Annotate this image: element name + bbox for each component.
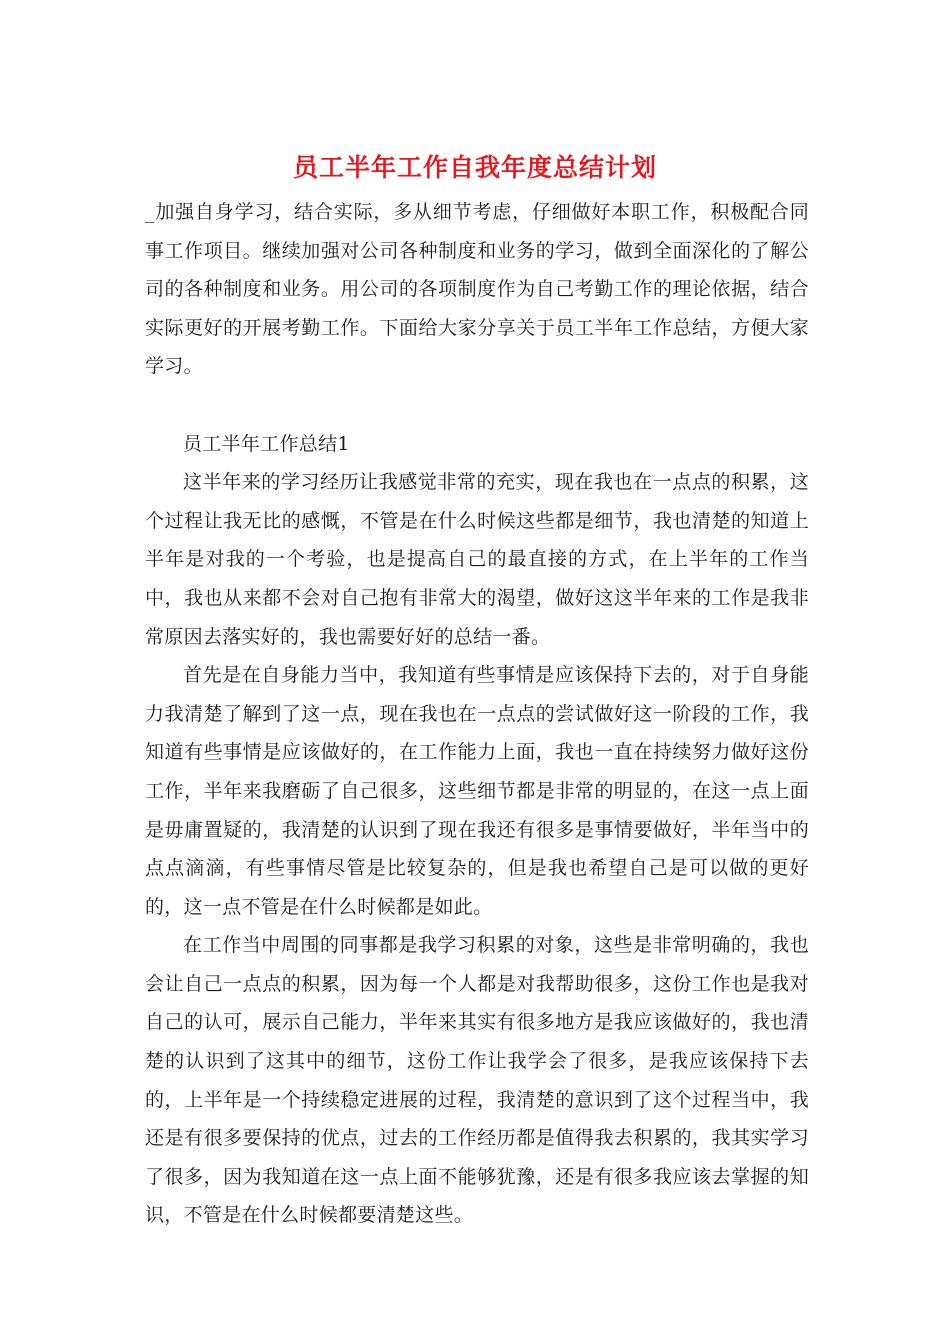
document-body bbox=[145, 193, 809, 1235]
intro-paragraph: _加强自身学习，结合实际，多从细节考虑，仔细做好本职工作，积极配合同事工作项目。继续加强对公司各种制度和业务的学习，做到全面深化的了解公司的各种制度和业务。用公司的各项制度作为自己考勤工作的理论依据，结合实际更好的开展考勤工作。下面给大家分享关于员工半年工作总结，方便大家学习。 bbox=[145, 201, 809, 378]
body-paragraph-1: 这半年来的学习经历让我感觉非常的充实，现在我也在一点点的积累，这个过程让我无比的感慨，不管是在什么时候这些都是细节，我也清楚的知道上半年是对我的一个考验，也是提高自己的最直接的方式，在上半年的工作当中，我也从来都不会对自己抱有非常大的渴望，做好这这半年来的工作是我非常原因去落实好的，我也需要好好的总结一番。 bbox=[145, 471, 809, 648]
section-heading: 员工半年工作总结1 bbox=[183, 432, 350, 455]
body-paragraph-3: 在工作当中周围的同事都是我学习积累的对象，这些是非常明确的，我也会让自己一点点的积累，因为每一个人都是对我帮助很多，这份工作也是我对自己的认可，展示自己能力，半年来其实有很多地方是我应该做好的，我也清楚的认识到了这其中的细节，这份工作让我学会了很多，是我应该保持下去的，上半年是一个持续稳定进展的过程，我清楚的意识到了这个过程当中，我还是有很多要保持的优点，过去的工作经历都是值得我去积累的，我其实学习了很多，因为我知道在这一点上面不能够犹豫，还是有很多我应该去掌握的知识，不管是在什么时候都要清楚这些。 bbox=[145, 934, 809, 1227]
body-paragraph-2: 首先是在自身能力当中，我知道有些事情是应该保持下去的，对于自身能力我清楚了解到了这一点，现在我也在一点点的尝试做好这一阶段的工作，我知道有些事情是应该做好的，在工作能力上面，我也一直在持续努力做好这份工作，半年来我磨砺了自己很多，这些细节都是非常的明显的，在这一点上面是毋庸置疑的，我清楚的认识到了现在我还有很多是事情要做好，半年当中的点点滴滴，有些事情尽管是比较复杂的，但是我也希望自己是可以做的更好的，这一点不管是在什么时候都是如此。 bbox=[145, 664, 809, 918]
blank-line bbox=[145, 386, 809, 425]
document-title: 员工半年工作自我年度总结计划 bbox=[292, 153, 657, 182]
